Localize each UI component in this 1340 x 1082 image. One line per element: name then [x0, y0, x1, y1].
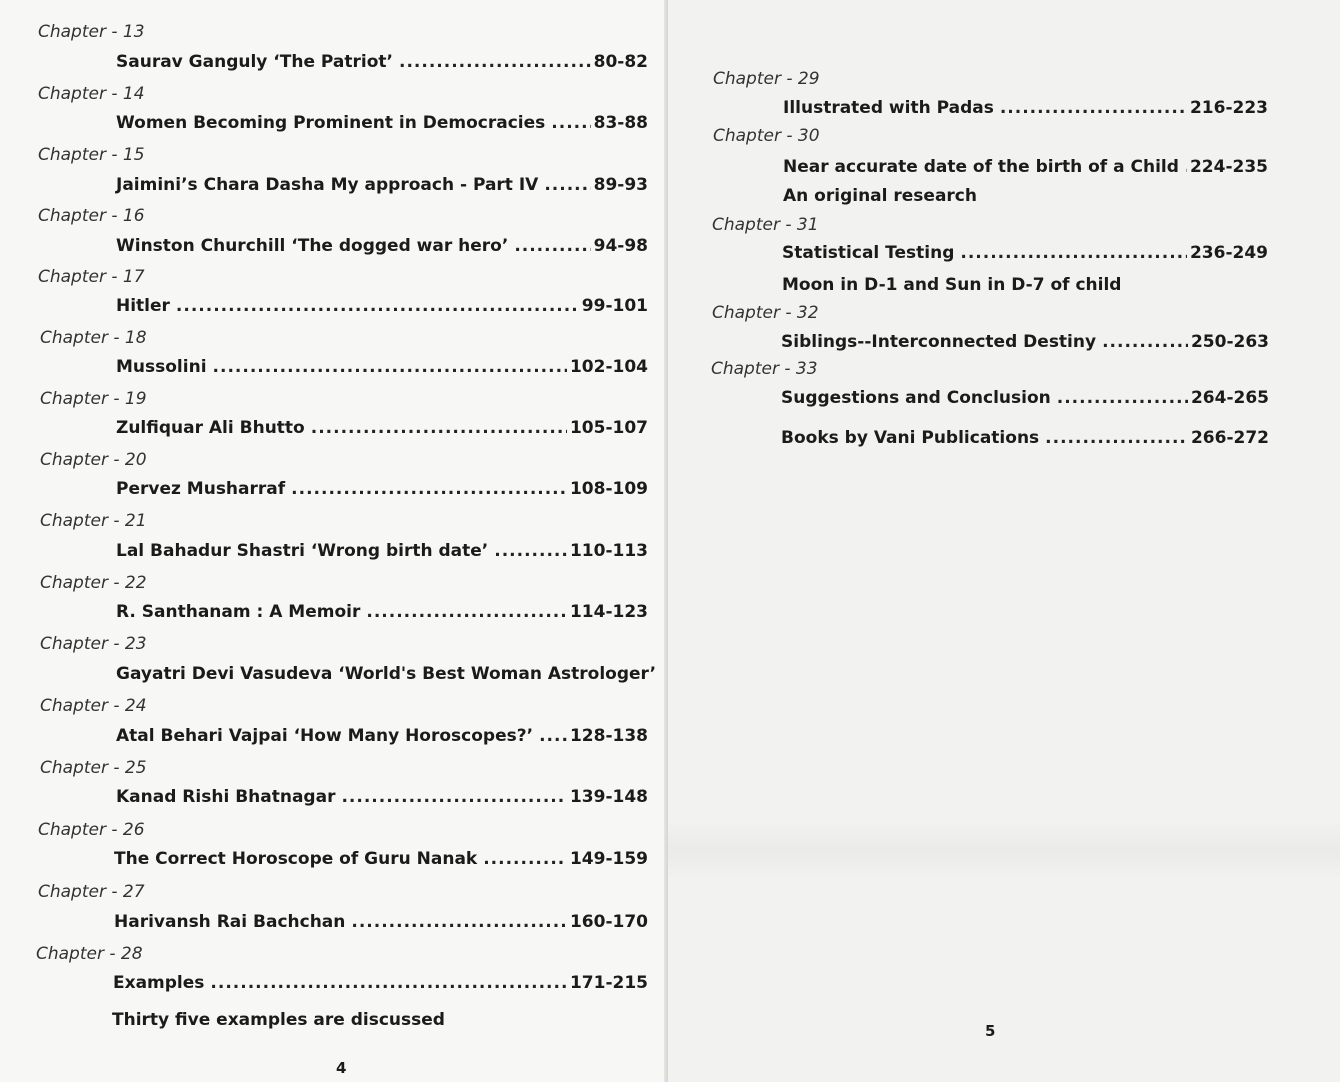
entry-title: Saurav Ganguly ‘The Patriot’ — [116, 52, 393, 72]
right-page — [668, 0, 1340, 1082]
chapter-label: Chapter - 33 — [711, 359, 818, 379]
entry-pages: 171-215 — [569, 973, 648, 993]
chapter-label: Chapter - 20 — [40, 450, 147, 470]
page-number: 4 — [336, 1059, 347, 1077]
entry-title: Winston Churchill ‘The dogged war hero’ — [116, 236, 509, 256]
entry-title: Gayatri Devi Vasudeva ‘World's Best Woman Astrologer’ — [116, 664, 657, 684]
entry-title: Suggestions and Conclusion — [781, 388, 1051, 408]
entry-title: Kanad Rishi Bhatnagar — [116, 787, 336, 807]
leader-dots — [494, 541, 567, 561]
entry-pages: 89-93 — [593, 175, 648, 195]
entry-pages: 83-88 — [593, 113, 648, 133]
entry-title: Books by Vani Publications — [781, 428, 1040, 448]
leader-dots — [311, 418, 567, 438]
leader-dots — [960, 243, 1187, 263]
chapter-label: Chapter - 22 — [40, 573, 147, 593]
toc-entry[interactable] — [116, 236, 648, 256]
entry-title: Jaimini’s Chara Dasha My approach - Part IV — [116, 175, 539, 195]
entry-title: Siblings--Interconnected Destiny — [781, 332, 1097, 352]
entry-title: The Correct Horoscope of Guru Nanak — [114, 849, 478, 869]
leader-dots — [1102, 332, 1188, 352]
left-page — [0, 0, 668, 1082]
chapter-label: Chapter - 18 — [40, 328, 147, 348]
entry-title: Hitler — [116, 296, 170, 316]
toc-entry[interactable] — [113, 973, 648, 993]
leader-dots — [1057, 388, 1188, 408]
leader-dots — [341, 787, 567, 807]
entry-pages: 139-148 — [569, 787, 648, 807]
leader-dots — [1185, 157, 1187, 177]
leader-dots — [291, 479, 567, 499]
leader-dots — [366, 602, 567, 622]
toc-entry[interactable] — [781, 428, 1269, 448]
toc-entry[interactable] — [116, 664, 657, 684]
leader-dots — [210, 973, 567, 993]
entry-title: Harivansh Rai Bachchan — [114, 912, 346, 932]
entry-pages: 128-138 — [569, 726, 648, 746]
entry-pages: 80-82 — [593, 52, 648, 72]
entry-title: Near accurate date of the birth of a Child — [783, 157, 1179, 177]
toc-entry[interactable] — [783, 157, 1268, 177]
entry-title: Zulfiquar Ali Bhutto — [116, 418, 305, 438]
leader-dots — [351, 912, 567, 932]
chapter-label: Chapter - 16 — [38, 206, 145, 226]
entry-pages: 105-107 — [569, 418, 648, 438]
entry-pages: 149-159 — [569, 849, 648, 869]
toc-entry[interactable] — [116, 602, 648, 622]
chapter-label: Chapter - 29 — [713, 69, 820, 89]
scan-shadow — [668, 820, 1340, 880]
toc-entry[interactable] — [782, 243, 1268, 263]
leader-dots — [551, 113, 590, 133]
toc-entry[interactable] — [116, 479, 648, 499]
entry-title: R. Santhanam : A Memoir — [116, 602, 361, 622]
toc-entry[interactable] — [114, 912, 648, 932]
entry-subtitle: Moon in D-1 and Sun in D-7 of child — [782, 275, 1122, 295]
entry-pages: 108-109 — [569, 479, 648, 499]
entry-title: Pervez Musharraf — [116, 479, 286, 499]
leader-dots — [544, 175, 590, 195]
leader-dots — [1045, 428, 1188, 448]
toc-entry[interactable] — [116, 113, 648, 133]
chapter-label: Chapter - 26 — [38, 820, 145, 840]
chapter-label: Chapter - 21 — [40, 511, 147, 531]
entry-pages: 264-265 — [1190, 388, 1269, 408]
leader-dots — [539, 726, 567, 746]
leader-dots — [514, 236, 590, 256]
entry-title: Illustrated with Padas — [783, 98, 994, 118]
chapter-label: Chapter - 28 — [36, 944, 143, 964]
entry-pages: 99-101 — [581, 296, 648, 316]
chapter-label: Chapter - 17 — [38, 267, 145, 287]
entry-title: Statistical Testing — [782, 243, 955, 263]
entry-pages: 250-263 — [1190, 332, 1269, 352]
toc-entry[interactable] — [781, 332, 1269, 352]
entry-subtitle: An original research — [783, 186, 977, 206]
chapter-label: Chapter - 32 — [712, 303, 819, 323]
chapter-label: Chapter - 13 — [38, 22, 145, 42]
entry-title: Women Becoming Prominent in Democracies — [116, 113, 546, 133]
entry-title: Examples — [113, 973, 205, 993]
chapter-label: Chapter - 15 — [38, 145, 145, 165]
entry-pages: 114-123 — [569, 602, 648, 622]
chapter-label: Chapter - 24 — [40, 696, 147, 716]
toc-entry[interactable] — [116, 541, 648, 561]
chapter-label: Chapter - 27 — [38, 882, 145, 902]
page-number: 5 — [985, 1022, 996, 1040]
leader-dots — [213, 357, 567, 377]
entry-pages: 110-113 — [569, 541, 648, 561]
entry-subtitle: Thirty five examples are discussed — [112, 1010, 445, 1030]
chapter-label: Chapter - 30 — [713, 126, 820, 146]
entry-title: Atal Behari Vajpai ‘How Many Horoscopes?’ — [116, 726, 534, 746]
entry-pages: 266-272 — [1190, 428, 1269, 448]
leader-dots — [176, 296, 579, 316]
entry-pages: 102-104 — [569, 357, 648, 377]
chapter-label: Chapter - 23 — [40, 634, 147, 654]
toc-entry[interactable] — [116, 418, 648, 438]
toc-entry[interactable] — [116, 787, 648, 807]
chapter-label: Chapter - 25 — [40, 758, 147, 778]
toc-entry[interactable] — [116, 52, 648, 72]
entry-pages: 224-235 — [1189, 157, 1268, 177]
entry-pages: 216-223 — [1189, 98, 1268, 118]
leader-dots — [483, 849, 567, 869]
leader-dots — [399, 52, 591, 72]
toc-entry[interactable] — [116, 175, 648, 195]
entry-pages: 160-170 — [569, 912, 648, 932]
entry-pages: 236-249 — [1189, 243, 1268, 263]
entry-pages: 94-98 — [593, 236, 648, 256]
entry-title: Mussolini — [116, 357, 207, 377]
toc-entry[interactable] — [781, 388, 1269, 408]
leader-dots — [1000, 98, 1187, 118]
chapter-label: Chapter - 19 — [40, 389, 147, 409]
toc-entry[interactable] — [114, 849, 648, 869]
toc-entry[interactable] — [783, 98, 1268, 118]
toc-entry[interactable] — [116, 726, 648, 746]
entry-title: Lal Bahadur Shastri ‘Wrong birth date’ — [116, 541, 489, 561]
chapter-label: Chapter - 14 — [38, 84, 145, 104]
toc-entry[interactable] — [116, 357, 648, 377]
toc-entry[interactable] — [116, 296, 648, 316]
chapter-label: Chapter - 31 — [712, 215, 819, 235]
